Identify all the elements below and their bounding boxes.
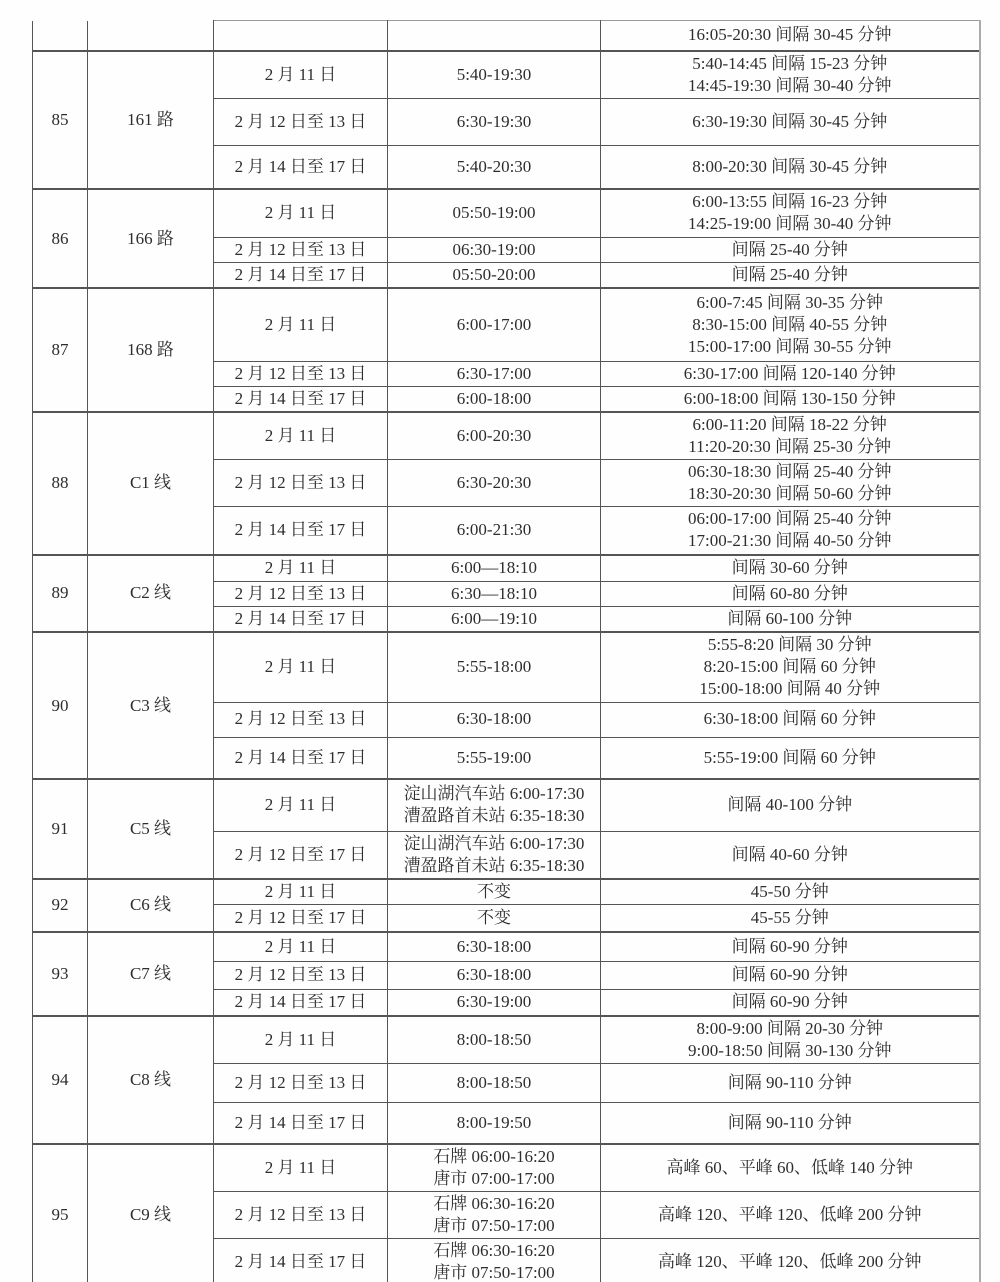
interval-cell [601,507,980,555]
schedule-row [33,632,980,702]
date-cell: 2 月 11 日 [214,932,388,961]
time-line: 06:30-19:00 [452,239,536,259]
interval-line: 8:00-9:00 间隔 20-30 分钟 [696,1019,884,1039]
time-cell [388,1144,601,1192]
time-line: 不变 [477,881,511,901]
route-number-cell [33,21,88,51]
route-name-cell: 166 路 [88,189,214,288]
interval-line: 16:05-20:30 间隔 30-45 分钟 [687,25,892,45]
time-cell [388,237,601,262]
time-line: 6:30-19:30 [456,111,532,131]
time-cell [388,632,601,702]
interval-line: 间隔 30-60 分钟 [731,558,848,578]
time-cell [388,507,601,555]
schedule-row [33,412,980,460]
interval-line: 14:25-19:00 间隔 30-40 分钟 [687,214,892,234]
interval-cell [601,1239,980,1282]
route-number-cell: 93 [33,932,88,1016]
time-line: 5:40-19:30 [456,64,532,84]
interval-cell [601,904,980,932]
schedule-row [33,21,980,51]
date-cell: 2 月 12 日至 13 日 [214,460,388,507]
date-cell: 2 月 11 日 [214,412,388,460]
interval-cell [601,145,980,189]
interval-cell [601,632,980,702]
interval-line: 高峰 120、平峰 120、低峰 200 分钟 [658,1205,922,1225]
time-cell [388,189,601,237]
interval-line: 6:30-18:00 间隔 60 分钟 [703,709,876,729]
interval-line: 高峰 60、平峰 60、低峰 140 分钟 [666,1158,913,1178]
interval-cell [601,607,980,633]
interval-cell [601,21,980,51]
time-cell [388,21,601,51]
interval-line: 6:00-18:00 间隔 130-150 分钟 [683,388,896,408]
time-cell [388,831,601,879]
date-cell: 2 月 11 日 [214,51,388,99]
interval-line: 5:40-14:45 间隔 15-23 分钟 [692,53,888,73]
interval-cell [601,1016,980,1064]
route-name-cell: C2 线 [88,555,214,633]
interval-cell [601,1144,980,1192]
date-cell: 2 月 14 日至 17 日 [214,607,388,633]
interval-line: 6:00-11:20 间隔 18-22 分钟 [692,414,887,434]
time-cell [388,262,601,288]
date-cell: 2 月 12 日至 13 日 [214,1192,388,1239]
time-line: 6:00-18:00 [456,388,532,408]
route-name-cell: C1 线 [88,412,214,555]
schedule-row [33,879,980,905]
date-cell: 2 月 11 日 [214,288,388,361]
interval-line: 间隔 90-110 分钟 [727,1073,852,1093]
date-cell: 2 月 12 日至 13 日 [214,582,388,607]
interval-line: 间隔 25-40 分钟 [731,264,848,284]
time-line: 05:50-20:00 [452,264,536,284]
time-line: 8:00-19:50 [456,1113,532,1133]
route-number-cell: 91 [33,779,88,879]
route-number-cell: 86 [33,189,88,288]
date-cell: 2 月 12 日至 13 日 [214,702,388,737]
interval-cell [601,932,980,961]
interval-cell [601,1192,980,1239]
route-number-cell: 95 [33,1144,88,1282]
date-cell: 2 月 12 日至 13 日 [214,961,388,989]
time-cell [388,1064,601,1103]
route-name-cell: 161 路 [88,51,214,190]
schedule-row [33,288,980,361]
interval-cell [601,237,980,262]
interval-line: 15:00-18:00 间隔 40 分钟 [699,679,881,699]
time-line: 6:00—19:10 [451,609,537,629]
time-line: 5:55-18:00 [456,657,532,677]
route-name-cell: C3 线 [88,632,214,779]
time-cell [388,1239,601,1282]
time-line: 石牌 06:30-16:20 [433,1241,555,1261]
date-cell: 2 月 14 日至 17 日 [214,989,388,1016]
interval-cell [601,386,980,412]
time-line: 8:00-18:50 [456,1030,532,1050]
route-name-cell: C9 线 [88,1144,214,1282]
interval-line: 间隔 40-60 分钟 [731,844,848,864]
time-line: 5:55-19:00 [456,747,532,767]
time-cell [388,145,601,189]
date-cell: 2 月 14 日至 17 日 [214,262,388,288]
date-cell: 2 月 12 日至 13 日 [214,98,388,145]
interval-cell [601,98,980,145]
time-line: 6:00-17:00 [456,314,532,334]
time-cell [388,1103,601,1144]
interval-line: 间隔 60-80 分钟 [731,584,848,604]
schedule-row [33,51,980,99]
time-line: 不变 [477,907,511,927]
time-cell [388,582,601,607]
interval-line: 17:00-21:30 间隔 40-50 分钟 [687,531,892,551]
interval-line: 6:30-19:30 间隔 30-45 分钟 [692,111,888,131]
time-line: 淀山湖汽车站 6:00-17:30 [403,833,585,853]
interval-line: 06:30-18:30 间隔 25-40 分钟 [687,462,892,482]
interval-line: 11:20-20:30 间隔 25-30 分钟 [688,437,892,457]
interval-cell [601,961,980,989]
time-cell [388,779,601,831]
time-cell [388,1016,601,1064]
route-number-cell: 94 [33,1016,88,1144]
interval-line: 9:00-18:50 间隔 30-130 分钟 [687,1041,892,1061]
route-name-cell: C6 线 [88,879,214,933]
interval-line: 15:00-17:00 间隔 30-55 分钟 [687,337,892,357]
route-name-cell: C8 线 [88,1016,214,1144]
route-name-cell: 168 路 [88,288,214,412]
interval-line: 6:00-13:55 间隔 16-23 分钟 [692,192,888,212]
time-line: 6:00-20:30 [456,426,532,446]
route-number-cell: 87 [33,288,88,412]
route-number-cell: 90 [33,632,88,779]
route-number-cell: 92 [33,879,88,933]
interval-cell [601,989,980,1016]
time-line: 6:30-18:00 [456,709,532,729]
time-cell [388,737,601,779]
interval-line: 高峰 120、平峰 120、低峰 200 分钟 [658,1252,922,1272]
interval-cell [601,189,980,237]
time-line: 5:40-20:30 [456,156,532,176]
schedule-row [33,1144,980,1192]
time-cell [388,412,601,460]
time-line: 石牌 06:00-16:20 [433,1146,555,1166]
interval-line: 间隔 60-90 分钟 [731,992,848,1012]
time-line: 8:00-18:50 [456,1073,532,1093]
interval-line: 间隔 60-90 分钟 [731,965,848,985]
time-cell [388,288,601,361]
interval-cell [601,1103,980,1144]
date-cell: 2 月 11 日 [214,632,388,702]
interval-line: 5:55-8:20 间隔 30 分钟 [707,635,872,655]
interval-line: 18:30-20:30 间隔 50-60 分钟 [687,484,892,504]
bus-schedule-table [32,20,981,1282]
time-cell [388,607,601,633]
time-line: 漕盈路首未站 6:35-18:30 [403,806,585,826]
time-line: 6:00-21:30 [456,520,532,540]
date-cell: 2 月 14 日至 17 日 [214,386,388,412]
date-cell: 2 月 14 日至 17 日 [214,1103,388,1144]
date-cell: 2 月 14 日至 17 日 [214,1239,388,1282]
interval-line: 间隔 60-90 分钟 [731,936,848,956]
time-line: 唐市 07:50-17:00 [433,1263,555,1282]
time-line: 唐市 07:50-17:00 [433,1216,555,1236]
time-line: 漕盈路首未站 6:35-18:30 [403,855,585,875]
time-cell [388,961,601,989]
time-line: 6:00—18:10 [451,558,537,578]
date-cell: 2 月 14 日至 17 日 [214,737,388,779]
interval-cell [601,702,980,737]
schedule-row [33,779,980,831]
time-line: 6:30-20:30 [456,473,532,493]
interval-line: 5:55-19:00 间隔 60 分钟 [703,747,876,767]
interval-line: 45-55 分钟 [750,907,829,927]
date-cell: 2 月 11 日 [214,1144,388,1192]
time-cell [388,555,601,582]
interval-line: 间隔 60-100 分钟 [727,609,853,629]
route-number-cell: 85 [33,51,88,190]
route-name-cell: C5 线 [88,779,214,879]
time-cell [388,1192,601,1239]
time-cell [388,932,601,961]
interval-cell [601,262,980,288]
route-number-cell: 88 [33,412,88,555]
interval-cell [601,361,980,386]
interval-cell [601,412,980,460]
date-cell: 2 月 14 日至 17 日 [214,145,388,189]
schedule-row [33,555,980,582]
time-cell [388,904,601,932]
route-name-cell: C7 线 [88,932,214,1016]
interval-cell [601,51,980,99]
interval-line: 06:00-17:00 间隔 25-40 分钟 [687,509,892,529]
interval-line: 间隔 25-40 分钟 [731,239,848,259]
time-line: 6:30-18:00 [456,936,532,956]
interval-line: 间隔 90-110 分钟 [727,1113,852,1133]
date-cell [214,21,388,51]
schedule-row [33,189,980,237]
interval-line: 6:30-17:00 间隔 120-140 分钟 [683,363,896,383]
time-cell [388,879,601,905]
interval-cell [601,288,980,361]
date-cell: 2 月 11 日 [214,879,388,905]
time-line: 6:30-18:00 [456,965,532,985]
interval-cell [601,737,980,779]
date-cell: 2 月 11 日 [214,555,388,582]
interval-line: 45-50 分钟 [750,881,829,901]
time-line: 6:30-19:00 [456,992,532,1012]
interval-line: 14:45-19:30 间隔 30-40 分钟 [687,75,892,95]
interval-cell [601,555,980,582]
interval-cell [601,1064,980,1103]
time-line: 6:30—18:10 [451,584,537,604]
time-cell [388,98,601,145]
interval-cell [601,879,980,905]
date-cell: 2 月 12 日至 13 日 [214,237,388,262]
interval-cell [601,779,980,831]
interval-line: 8:00-20:30 间隔 30-45 分钟 [692,156,888,176]
time-line: 唐市 07:00-17:00 [433,1169,555,1189]
time-line: 05:50-19:00 [452,203,536,223]
date-cell: 2 月 11 日 [214,189,388,237]
date-cell: 2 月 11 日 [214,779,388,831]
date-cell: 2 月 12 日至 17 日 [214,831,388,879]
date-cell: 2 月 12 日至 13 日 [214,1064,388,1103]
schedule-row [33,932,980,961]
route-name-cell [88,21,214,51]
interval-line: 8:30-15:00 间隔 40-55 分钟 [692,314,888,334]
route-number-cell: 89 [33,555,88,633]
schedule-row [33,1016,980,1064]
date-cell: 2 月 12 日至 13 日 [214,361,388,386]
time-line: 石牌 06:30-16:20 [433,1194,555,1214]
interval-line: 8:20-15:00 间隔 60 分钟 [703,657,876,677]
interval-cell [601,582,980,607]
interval-cell [601,460,980,507]
date-cell: 2 月 14 日至 17 日 [214,507,388,555]
time-cell [388,51,601,99]
interval-line: 6:00-7:45 间隔 30-35 分钟 [696,292,884,312]
time-line: 淀山湖汽车站 6:00-17:30 [403,784,585,804]
date-cell: 2 月 12 日至 17 日 [214,904,388,932]
schedule-body [33,21,980,1282]
interval-line: 间隔 40-100 分钟 [727,795,853,815]
time-cell [388,989,601,1016]
time-cell [388,460,601,507]
time-cell [388,702,601,737]
time-cell [388,361,601,386]
time-line: 6:30-17:00 [456,363,532,383]
time-cell [388,386,601,412]
interval-cell [601,831,980,879]
date-cell: 2 月 11 日 [214,1016,388,1064]
